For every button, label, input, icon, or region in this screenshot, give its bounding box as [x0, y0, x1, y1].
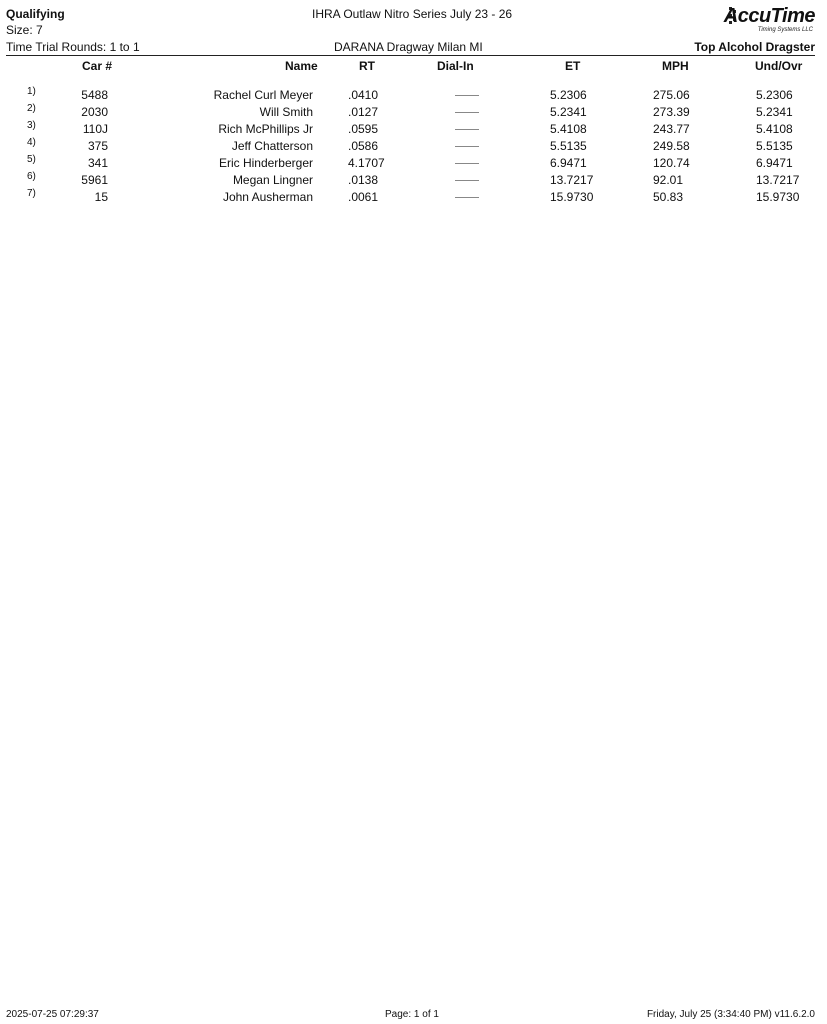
position: 3) — [27, 120, 36, 131]
driver-name: Jeff Chatterson — [231, 139, 313, 153]
car-number: 5961 — [81, 173, 108, 187]
speed-mph: 275.06 — [653, 88, 690, 102]
reaction-time: .0127 — [348, 105, 379, 119]
column-header-et: ET — [565, 59, 581, 73]
column-header-dial-in: Dial-In — [437, 59, 474, 73]
table-row — [0, 190, 827, 207]
elapsed-time: 5.2306 — [550, 88, 587, 102]
car-number: 15 — [94, 190, 108, 204]
speed-mph: 92.01 — [653, 173, 684, 187]
speed-mph: 243.77 — [653, 122, 690, 136]
table-row — [0, 122, 827, 139]
car-number: 375 — [87, 139, 108, 153]
dial-in-empty — [455, 88, 479, 102]
software-version: Friday, July 25 (3:34:40 PM) v11.6.2.0 — [646, 1009, 815, 1020]
table-row — [0, 173, 827, 190]
elapsed-time: 15.9730 — [550, 190, 594, 204]
reaction-time: .0595 — [348, 122, 379, 136]
under-over: 6.9471 — [756, 156, 793, 170]
car-number: 2030 — [81, 105, 108, 119]
report-title: Qualifying — [6, 7, 65, 21]
under-over: 5.5135 — [756, 139, 793, 153]
reaction-time: .0061 — [348, 190, 379, 204]
elapsed-time: 5.5135 — [550, 139, 587, 153]
speed-mph: 50.83 — [653, 190, 684, 204]
car-number: 5488 — [81, 88, 108, 102]
dial-in-empty — [455, 156, 479, 170]
driver-name: Rachel Curl Meyer — [213, 88, 313, 102]
track-location: DARANA Dragway Milan MI — [334, 40, 483, 54]
reaction-time: 4.1707 — [348, 156, 385, 170]
under-over: 5.2306 — [756, 88, 793, 102]
column-header-name: Name — [285, 59, 318, 73]
accutime-logo — [723, 5, 815, 35]
position: 6) — [27, 171, 36, 182]
elapsed-time: 5.2341 — [550, 105, 587, 119]
position: 4) — [27, 137, 36, 148]
header-divider — [6, 55, 815, 56]
elapsed-time: 13.7217 — [550, 173, 594, 187]
speed-mph: 273.39 — [653, 105, 690, 119]
reaction-time: .0586 — [348, 139, 379, 153]
reaction-time: .0410 — [348, 88, 379, 102]
driver-name: John Ausherman — [222, 190, 313, 204]
speed-mph: 120.74 — [653, 156, 690, 170]
speed-mph: 249.58 — [653, 139, 690, 153]
position: 1) — [27, 86, 36, 97]
table-row — [0, 156, 827, 173]
position: 7) — [27, 188, 36, 199]
table-row — [0, 88, 827, 105]
dial-in-empty — [455, 122, 479, 136]
dial-in-empty — [455, 173, 479, 187]
car-number: 110J — [82, 122, 108, 136]
logo-subtitle: Timing Systems LLC — [757, 27, 813, 33]
elapsed-time: 5.4108 — [550, 122, 587, 136]
column-header-rt: RT — [359, 59, 375, 73]
under-over: 5.4108 — [756, 122, 793, 136]
elapsed-time: 6.9471 — [550, 156, 587, 170]
field-size: Size: 7 — [6, 23, 43, 37]
driver-name: Eric Hinderberger — [218, 156, 313, 170]
printed-timestamp: 2025-07-25 07:29:37 — [6, 1009, 99, 1020]
position: 5) — [27, 154, 36, 165]
position: 2) — [27, 103, 36, 114]
class-name: Top Alcohol Dragster — [694, 40, 815, 54]
driver-name: Megan Lingner — [232, 173, 313, 187]
under-over: 15.9730 — [756, 190, 800, 204]
logo-wordmark: AccuTime — [723, 5, 815, 27]
column-header-mph: MPH — [662, 59, 689, 73]
driver-name: Will Smith — [259, 105, 313, 119]
column-header-und-ovr: Und/Ovr — [755, 59, 803, 73]
reaction-time: .0138 — [348, 173, 379, 187]
column-header-car: Car # — [82, 59, 113, 73]
table-row — [0, 139, 827, 156]
dial-in-empty — [455, 139, 479, 153]
rounds-info: Time Trial Rounds: 1 to 1 — [6, 40, 140, 54]
event-title: IHRA Outlaw Nitro Series July 23 - 26 — [312, 7, 513, 21]
dial-in-empty — [455, 190, 479, 204]
under-over: 13.7217 — [756, 173, 800, 187]
dial-in-empty — [455, 105, 479, 119]
driver-name: Rich McPhillips Jr — [218, 122, 313, 136]
car-number: 341 — [87, 156, 108, 170]
under-over: 5.2341 — [756, 105, 793, 119]
page-number: Page: 1 of 1 — [385, 1009, 439, 1020]
table-row — [0, 105, 827, 122]
